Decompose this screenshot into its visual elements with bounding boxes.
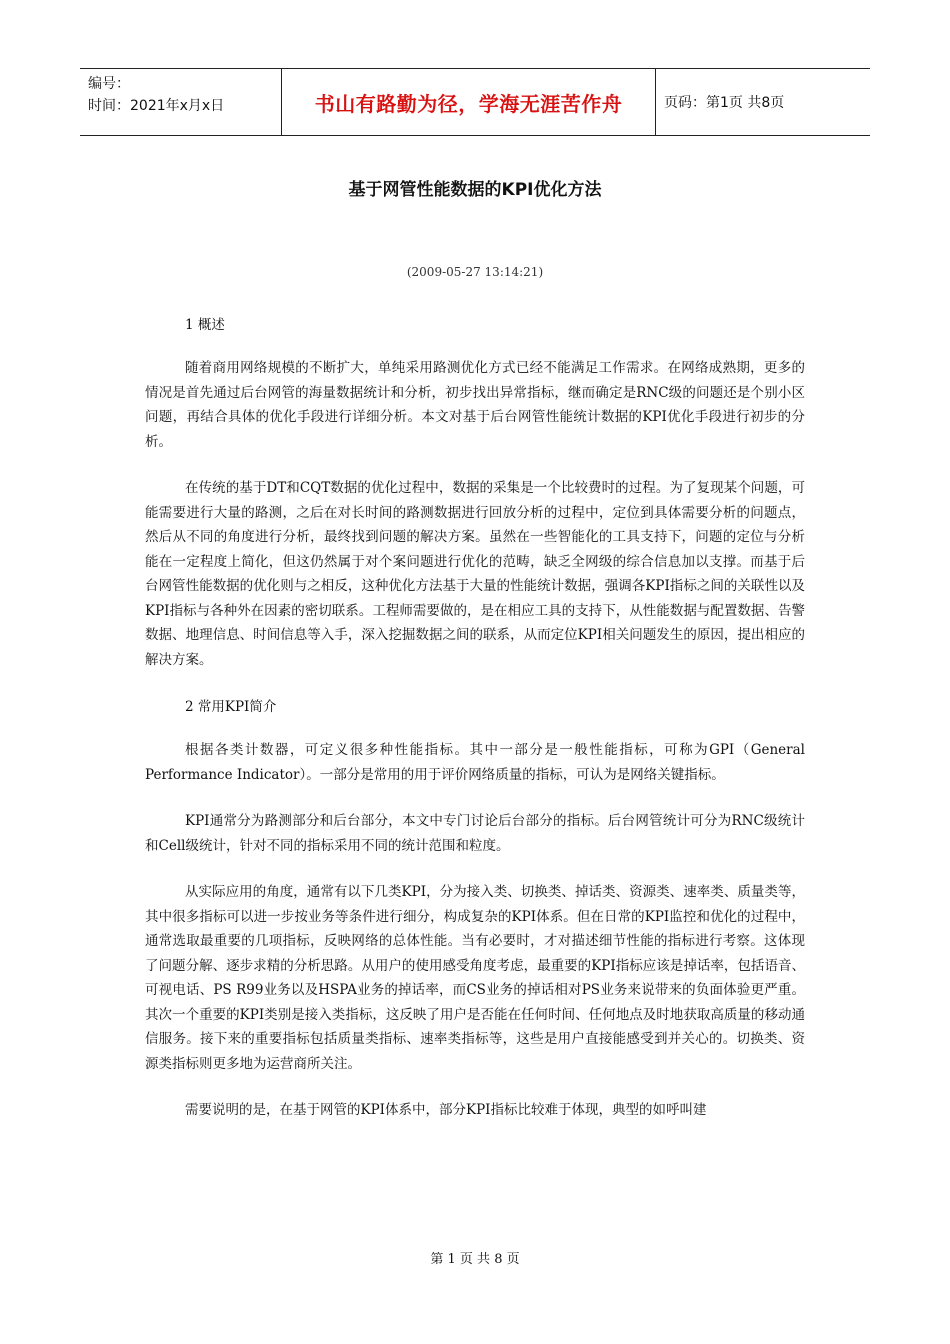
section-heading-1: 1 概述	[185, 317, 225, 333]
paragraph: 从实际应用的角度，通常有以下几类KPI，分为接入类、切换类、掉话类、资源类、速率类、质量类等，其中很多指标可以进一步按业务等条件进行细分，构成复杂的KPI体系。但在日常的KPI监控和优化的过程中，通常选取最重要的几项指标，反映网络的总体性能。当有必要时，才对描述细节性能的指标进行考察。这体现了问题分解、逐步求精的分析思路。从用户的使用感受角度考虑，最重要的KPI指标应该是掉话率，包括语音、可视电话、PS R99业务以及HSPA业务的掉话率，而CS业务的掉话相对PS业务来说带来的负面体验更严重。其次一个重要的KPI类别是接入类指标，这反映了用户是否能在任何时间、任何地点及时地获取高质量的移动通信服务。接下来的重要指标包括质量类指标、速率类指标等，这些是用户直接能感受到并关心的。切换类、资源类指标则更多地为运营商所关注。	[145, 884, 805, 1072]
publish-date: (2009-05-27 13:14:21)	[406, 265, 544, 279]
section-heading-2: 2 常用KPI简介	[185, 699, 277, 715]
paragraph: 根据各类计数器，可定义很多种性能指标。其中一部分是一般性能指标，可称为GPI（General Performance Indicator）。一部分是常用的用于评价网络质量的指标，可认为是网络关键指标。	[145, 742, 805, 783]
header-motto: 书山有路勤为径，学海无涯苦作舟	[314, 91, 623, 116]
header-motto-cell	[282, 69, 656, 135]
document-title: 基于网管性能数据的KPI优化方法	[348, 180, 602, 200]
paragraph: 在传统的基于DT和CQT数据的优化过程中，数据的采集是一个比较费时的过程。为了复现某个问题，可能需要进行大量的路测，之后在对长时间的路测数据进行回放分析的过程中，定位到具体需要分析的问题点，然后从不同的角度进行分析，最终找到问题的解决方案。虽然在一些智能化的工具支持下，问题的定位与分析能在一定程度上简化，但这仍然属于对个案问题进行优化的范畴，缺乏全网级的综合信息加以支撑。而基于后台网管性能数据的优化则与之相反，这种优化方法基于大量的性能统计数据，强调各KPI指标之间的关联性以及KPI指标与各种外在因素的密切联系。工程师需要做的，是在相应工具的支持下，从性能数据与配置数据、告警数据、地理信息、时间信息等入手，深入挖掘数据之间的联系，从而定位KPI相关问题发生的原因，提出相应的解决方案。	[145, 480, 805, 668]
paragraph: 随着商用网络规模的不断扩大，单纯采用路测优化方式已经不能满足工作需求。在网络成熟期，更多的情况是首先通过后台网管的海量数据统计和分析，初步找出异常指标，继而确定是RNC级的问题还是个别小区问题，再结合具体的优化手段进行详细分析。本文对基于后台网管性能统计数据的KPI优化手段进行初步的分析。	[145, 360, 805, 450]
paragraph: 需要说明的是，在基于网管的KPI体系中，部分KPI指标比较难于体现，典型的如呼叫建	[185, 1102, 707, 1118]
document-header	[80, 68, 870, 136]
header-meta	[80, 69, 282, 135]
number-label: 编号：	[88, 76, 130, 92]
document-body	[145, 312, 805, 1145]
page-footer: 第 1 页 共 8 页	[430, 1252, 520, 1267]
time-label: 时间：2021年x月x日	[88, 98, 225, 114]
paragraph: KPI通常分为路测部分和后台部分，本文中专门讨论后台部分的指标。后台网管统计可分为RNC级统计和Cell级统计，针对不同的指标采用不同的统计范围和粒度。	[145, 813, 805, 854]
header-page-info: 页码：第1页 共8页	[664, 95, 785, 111]
